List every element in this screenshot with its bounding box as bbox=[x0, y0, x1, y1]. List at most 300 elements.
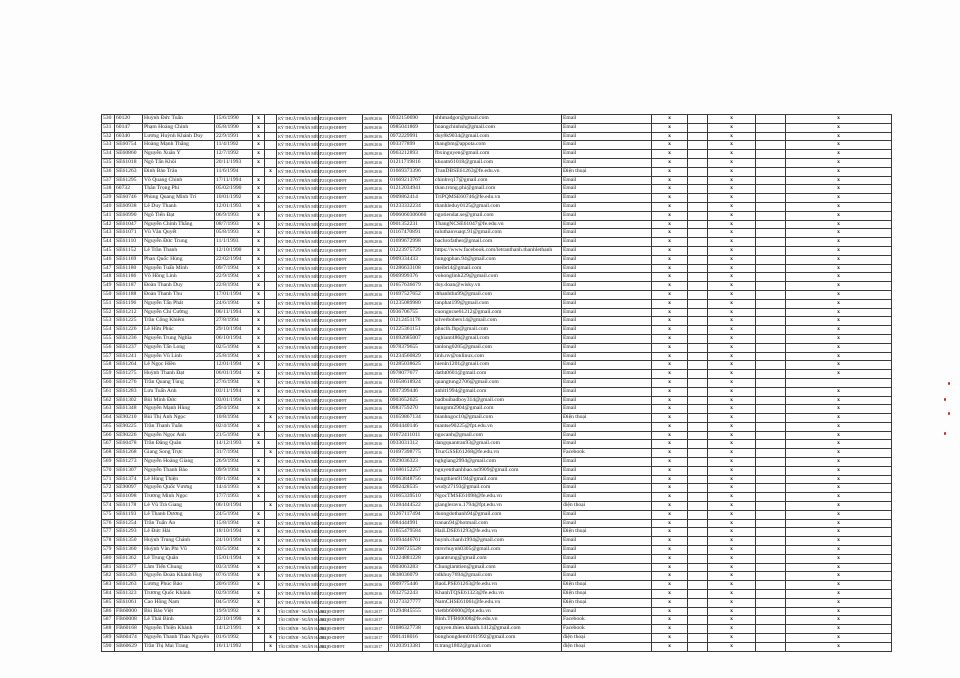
phone-number: 01686152257 bbox=[389, 466, 434, 475]
birth-date: 14/12/1991 bbox=[215, 625, 253, 634]
check-mark: x bbox=[708, 414, 756, 423]
check-mark: x bbox=[786, 123, 892, 132]
check-mark: x bbox=[786, 387, 892, 396]
check-mark bbox=[265, 405, 277, 414]
decision-number: 721/QĐ-DHFPT bbox=[319, 440, 363, 449]
check-mark bbox=[265, 352, 277, 361]
check-mark: x bbox=[253, 581, 265, 590]
check-mark: x bbox=[253, 370, 265, 379]
table-row bbox=[102, 255, 892, 264]
check-mark: x bbox=[652, 255, 688, 264]
decision-date: 26/09/2016 bbox=[363, 317, 389, 326]
check-mark: x bbox=[265, 642, 277, 651]
birth-date: 12/01/1994 bbox=[215, 361, 253, 370]
major: KỸ THUẬT PHẦN MỀM bbox=[277, 255, 319, 264]
major: KỸ THUẬT PHẦN MỀM bbox=[277, 563, 319, 572]
check-mark bbox=[688, 528, 708, 537]
check-mark: x bbox=[652, 158, 688, 167]
decision-date: 26/09/2016 bbox=[363, 167, 389, 176]
decision-number: 721/QĐ-DHFPT bbox=[319, 449, 363, 458]
check-mark: x bbox=[652, 396, 688, 405]
check-mark bbox=[265, 563, 277, 572]
decision-date: 26/09/2016 bbox=[363, 202, 389, 211]
check-mark: x bbox=[708, 334, 756, 343]
decision-date: 26/09/2016 bbox=[363, 493, 389, 502]
major: KỸ THUẬT PHẦN MỀM bbox=[277, 431, 319, 440]
check-mark bbox=[265, 396, 277, 405]
email-address: badbuibadboy314@gmail.com bbox=[434, 396, 562, 405]
contact-method: Email bbox=[562, 255, 652, 264]
decision-date: 26/09/2016 bbox=[363, 572, 389, 581]
check-mark bbox=[756, 554, 786, 563]
check-mark bbox=[688, 229, 708, 238]
check-mark: x bbox=[786, 440, 892, 449]
major: KỸ THUẬT PHẦN MỀM bbox=[277, 370, 319, 379]
check-mark: x bbox=[708, 598, 756, 607]
decision-number: 36/QĐ-DHFPT bbox=[319, 634, 363, 643]
student-name: Nguyễn Thanh Bảo bbox=[143, 466, 215, 475]
email-address: HaiLDSE61293@fe.edu.vn bbox=[434, 528, 562, 537]
student-name: Nguyễn Chí Cường bbox=[143, 308, 215, 317]
check-mark: x bbox=[786, 343, 892, 352]
check-mark: x bbox=[708, 607, 756, 616]
check-mark: x bbox=[652, 581, 688, 590]
check-mark bbox=[756, 475, 786, 484]
student-name: Huỳnh Văn Phi Vũ bbox=[143, 546, 215, 555]
decision-date: 26/09/2016 bbox=[363, 290, 389, 299]
birth-date: 05/8/1990 bbox=[215, 123, 253, 132]
student-id: SE61295 bbox=[115, 176, 143, 185]
major: TÀI CHÍNH - NGÂN HÀNG bbox=[277, 642, 319, 651]
table-row bbox=[102, 625, 892, 634]
check-mark: x bbox=[708, 405, 756, 414]
check-mark: x bbox=[652, 440, 688, 449]
check-mark: x bbox=[786, 334, 892, 343]
contact-method: Email bbox=[562, 361, 652, 370]
phone-number: 01672411011 bbox=[389, 431, 434, 440]
student-name: Nguyễn Vũ Linh bbox=[143, 352, 215, 361]
check-mark bbox=[688, 590, 708, 599]
check-mark: x bbox=[652, 238, 688, 247]
decision-date: 16/01/2017 bbox=[363, 634, 389, 643]
major: KỸ THUẬT PHẦN MỀM bbox=[277, 238, 319, 247]
contact-method: Email bbox=[562, 290, 652, 299]
student-name: Lê Thái Bình bbox=[143, 616, 215, 625]
birth-date: 08/7/1993 bbox=[215, 220, 253, 229]
student-id: SE61302 bbox=[115, 396, 143, 405]
check-mark: x bbox=[652, 493, 688, 502]
check-mark bbox=[265, 202, 277, 211]
student-roster-table bbox=[101, 114, 892, 652]
check-mark bbox=[265, 431, 277, 440]
check-mark bbox=[265, 273, 277, 282]
decision-date: 16/01/2017 bbox=[363, 642, 389, 651]
decision-date: 26/09/2016 bbox=[363, 387, 389, 396]
email-address: vietbb60000@fpt.edu.vn bbox=[434, 607, 562, 616]
student-name: Phan Quốc Hùng bbox=[143, 255, 215, 264]
check-mark: x bbox=[652, 528, 688, 537]
check-mark: x bbox=[652, 484, 688, 493]
check-mark: x bbox=[786, 634, 892, 643]
email-address: duongdothanh94@gmail.com bbox=[434, 510, 562, 519]
row-number: 585 bbox=[102, 598, 115, 607]
student-id: SE60860 bbox=[115, 150, 143, 159]
contact-method: Email bbox=[562, 493, 652, 502]
contact-method: Email bbox=[562, 378, 652, 387]
check-mark: x bbox=[652, 590, 688, 599]
student-id: SE61241 bbox=[115, 352, 143, 361]
row-number: 557 bbox=[102, 352, 115, 361]
student-name: Trương Minh Ngọc bbox=[143, 493, 215, 502]
student-id: SE61350 bbox=[115, 537, 143, 546]
check-mark: x bbox=[652, 370, 688, 379]
table-row bbox=[102, 431, 892, 440]
check-mark bbox=[265, 598, 277, 607]
major: KỸ THUẬT PHẦN MỀM bbox=[277, 466, 319, 475]
check-mark bbox=[253, 449, 265, 458]
check-mark bbox=[265, 581, 277, 590]
student-id: SE61018 bbox=[115, 158, 143, 167]
birth-date: 22/10/1990 bbox=[215, 616, 253, 625]
birth-date: 15/8/1994 bbox=[215, 519, 253, 528]
check-mark: x bbox=[652, 563, 688, 572]
student-name: Lưu Tuấn Anh bbox=[143, 387, 215, 396]
check-mark bbox=[265, 528, 277, 537]
check-mark bbox=[756, 229, 786, 238]
decision-date: 26/09/2016 bbox=[363, 246, 389, 255]
check-mark bbox=[756, 537, 786, 546]
major: TÀI CHÍNH - NGÂN HÀNG bbox=[277, 634, 319, 643]
contact-method: Điện thoại bbox=[562, 598, 652, 607]
student-name: Cao Hồng Nam bbox=[143, 598, 215, 607]
check-mark bbox=[756, 123, 786, 132]
check-mark: x bbox=[708, 220, 756, 229]
check-mark bbox=[265, 255, 277, 264]
email-address: datht0601@gmail.com bbox=[434, 370, 562, 379]
row-number: 584 bbox=[102, 590, 115, 599]
decision-number: 721/QĐ-DHFPT bbox=[319, 361, 363, 370]
birth-date: 02/4/1994 bbox=[215, 422, 253, 431]
row-number: 544 bbox=[102, 238, 115, 247]
check-mark: x bbox=[652, 387, 688, 396]
contact-method: Email bbox=[562, 308, 652, 317]
student-id: 60147 bbox=[115, 123, 143, 132]
check-mark: x bbox=[253, 466, 265, 475]
check-mark: x bbox=[786, 299, 892, 308]
birth-date: 02/5/1994 bbox=[215, 343, 253, 352]
decision-number: 721/QĐ-DHFPT bbox=[319, 211, 363, 220]
email-address: Chunglamtien@gmail.com bbox=[434, 563, 562, 572]
major: KỸ THUẬT PHẦN MỀM bbox=[277, 422, 319, 431]
phone-number: 01285038625 bbox=[389, 361, 434, 370]
row-number: 531 bbox=[102, 123, 115, 132]
decision-number: 721/QĐ-DHFPT bbox=[319, 141, 363, 150]
check-mark bbox=[756, 466, 786, 475]
row-number: 581 bbox=[102, 563, 115, 572]
check-mark: x bbox=[786, 176, 892, 185]
check-mark bbox=[756, 581, 786, 590]
roster-body bbox=[102, 115, 892, 652]
phone-number: 0909862414 bbox=[389, 194, 434, 203]
student-name: Nguyễn Ngọc Anh bbox=[143, 431, 215, 440]
row-number: 577 bbox=[102, 528, 115, 537]
phone-number: 01697398775 bbox=[389, 449, 434, 458]
decision-date: 26/09/2016 bbox=[363, 115, 389, 124]
birth-date: 17/01/1994 bbox=[215, 290, 253, 299]
birth-date: 27/8/1994 bbox=[215, 317, 253, 326]
email-address: hungnm2904@gmail.com bbox=[434, 405, 562, 414]
check-mark bbox=[688, 598, 708, 607]
major: KỸ THUẬT PHẦN MỀM bbox=[277, 396, 319, 405]
check-mark: x bbox=[708, 378, 756, 387]
table-row bbox=[102, 123, 892, 132]
check-mark: x bbox=[786, 510, 892, 519]
student-id: FB60000 bbox=[115, 607, 143, 616]
birth-date: 12/7/1992 bbox=[215, 150, 253, 159]
contact-method: Facebook bbox=[562, 449, 652, 458]
decision-number: 721/QĐ-DHFPT bbox=[319, 546, 363, 555]
student-name: Trần Đăng Quân bbox=[143, 440, 215, 449]
check-mark: x bbox=[253, 158, 265, 167]
contact-method: Email bbox=[562, 431, 652, 440]
student-name: Bùi Minh Đức bbox=[143, 396, 215, 405]
student-id: SE60754 bbox=[115, 141, 143, 150]
student-name: Trần Tuấn Ân bbox=[143, 519, 215, 528]
table-row bbox=[102, 502, 892, 511]
check-mark: x bbox=[253, 625, 265, 634]
check-mark bbox=[688, 475, 708, 484]
check-mark: x bbox=[253, 546, 265, 555]
row-number: 532 bbox=[102, 132, 115, 141]
email-address: vohonglinh229@gmail.com bbox=[434, 273, 562, 282]
major: KỸ THUẬT PHẦN MỀM bbox=[277, 493, 319, 502]
check-mark: x bbox=[253, 150, 265, 159]
phone-number: 01233332234 bbox=[389, 202, 434, 211]
decision-date: 26/09/2016 bbox=[363, 405, 389, 414]
check-mark: x bbox=[708, 194, 756, 203]
decision-number: 721/QĐ-DHFPT bbox=[319, 414, 363, 423]
birth-date: 06/10/1994 bbox=[215, 334, 253, 343]
phone-number: 01658618924 bbox=[389, 378, 434, 387]
major: KỸ THUẬT PHẦN MỀM bbox=[277, 414, 319, 423]
birth-date: 24/6/1994 bbox=[215, 299, 253, 308]
check-mark: x bbox=[253, 510, 265, 519]
student-id: SE61071 bbox=[115, 229, 143, 238]
check-mark: x bbox=[253, 431, 265, 440]
check-mark bbox=[253, 502, 265, 511]
decision-date: 26/09/2016 bbox=[363, 282, 389, 291]
decision-date: 16/01/2017 bbox=[363, 616, 389, 625]
check-mark: x bbox=[708, 299, 756, 308]
phone-number: 0933031312 bbox=[389, 440, 434, 449]
student-id: SE61276 bbox=[115, 378, 143, 387]
student-id: SE60938 bbox=[115, 202, 143, 211]
birth-date: 22/9/1994 bbox=[215, 273, 253, 282]
email-address: BaoLPSE61263@fe.edu.vn bbox=[434, 581, 562, 590]
check-mark bbox=[756, 299, 786, 308]
major: KỸ THUẬT PHẦN MỀM bbox=[277, 590, 319, 599]
check-mark: x bbox=[708, 150, 756, 159]
row-number: 578 bbox=[102, 537, 115, 546]
decision-number: 721/QĐ-DHFPT bbox=[319, 158, 363, 167]
check-mark bbox=[265, 572, 277, 581]
row-number: 562 bbox=[102, 396, 115, 405]
check-mark: x bbox=[253, 458, 265, 467]
contact-method: Email bbox=[562, 563, 652, 572]
check-mark: x bbox=[652, 607, 688, 616]
check-mark: x bbox=[708, 123, 756, 132]
check-mark bbox=[688, 361, 708, 370]
check-mark bbox=[756, 572, 786, 581]
email-address: tuantse90225@fpt.edu.vn bbox=[434, 422, 562, 431]
decision-number: 721/QĐ-DHFPT bbox=[319, 572, 363, 581]
check-mark: x bbox=[708, 616, 756, 625]
major: KỸ THUẬT PHẦN MỀM bbox=[277, 290, 319, 299]
student-name: Nguyễn Chính Thắng bbox=[143, 220, 215, 229]
major: KỸ THUẬT PHẦN MỀM bbox=[277, 246, 319, 255]
check-mark: x bbox=[786, 246, 892, 255]
phone-number: 01663848756 bbox=[389, 475, 434, 484]
check-mark: x bbox=[253, 334, 265, 343]
check-mark: x bbox=[253, 194, 265, 203]
check-mark: x bbox=[708, 115, 756, 124]
decision-number: 721/QĐ-DHFPT bbox=[319, 537, 363, 546]
check-mark bbox=[688, 176, 708, 185]
email-address: huynh.chanh1994@gmail.com bbox=[434, 537, 562, 546]
decision-date: 26/09/2016 bbox=[363, 431, 389, 440]
phone-number: 0932150690 bbox=[389, 115, 434, 124]
decision-number: 721/QĐ-DHFPT bbox=[319, 519, 363, 528]
decision-date: 26/09/2016 bbox=[363, 132, 389, 141]
birth-date: 03/3/1994 bbox=[215, 563, 253, 572]
check-mark bbox=[688, 634, 708, 643]
check-mark: x bbox=[652, 185, 688, 194]
check-mark: x bbox=[786, 554, 892, 563]
major: KỸ THUẬT PHẦN MỀM bbox=[277, 299, 319, 308]
decision-date: 26/09/2016 bbox=[363, 185, 389, 194]
contact-method: Email bbox=[562, 158, 652, 167]
contact-method: Email bbox=[562, 282, 652, 291]
student-id: SE61225 bbox=[115, 317, 143, 326]
check-mark: x bbox=[708, 625, 756, 634]
check-mark: x bbox=[786, 537, 892, 546]
email-address: Binh.TFB60008@fe.edu.vn bbox=[434, 616, 562, 625]
check-mark: x bbox=[708, 502, 756, 511]
student-id: SE60478 bbox=[115, 440, 143, 449]
student-name: Nguyễn Tấn Long bbox=[143, 343, 215, 352]
decision-number: 721/QĐ-DHFPT bbox=[319, 132, 363, 141]
row-number: 539 bbox=[102, 194, 115, 203]
check-mark bbox=[756, 642, 786, 651]
row-number: 550 bbox=[102, 290, 115, 299]
student-id: SE60990 bbox=[115, 211, 143, 220]
table-row bbox=[102, 475, 892, 484]
decision-date: 26/09/2016 bbox=[363, 238, 389, 247]
check-mark bbox=[265, 264, 277, 273]
table-row bbox=[102, 449, 892, 458]
contact-method: Facebook bbox=[562, 625, 652, 634]
student-name: Trần Quang Tùng bbox=[143, 378, 215, 387]
student-id: SE61293 bbox=[115, 528, 143, 537]
major: KỸ THUẬT PHẦN MỀM bbox=[277, 352, 319, 361]
phone-number: 01284444522 bbox=[389, 502, 434, 511]
birth-date: 10/8/1994 bbox=[215, 414, 253, 423]
birth-date: 01/6/1992 bbox=[215, 634, 253, 643]
table-row bbox=[102, 290, 892, 299]
phone-number: 01657636679 bbox=[389, 282, 434, 291]
check-mark: x bbox=[253, 528, 265, 537]
check-mark bbox=[265, 590, 277, 599]
decision-date: 26/09/2016 bbox=[363, 158, 389, 167]
contact-method: Email bbox=[562, 370, 652, 379]
check-mark: x bbox=[253, 590, 265, 599]
check-mark: x bbox=[786, 290, 892, 299]
phone-number: 01203913381 bbox=[389, 642, 434, 651]
check-mark: x bbox=[708, 590, 756, 599]
check-mark: x bbox=[786, 229, 892, 238]
check-mark: x bbox=[708, 510, 756, 519]
student-name: Đoàn Thanh Duy bbox=[143, 282, 215, 291]
major: KỸ THUẬT PHẦN MỀM bbox=[277, 572, 319, 581]
check-mark bbox=[253, 642, 265, 651]
contact-method: Email bbox=[562, 202, 652, 211]
table-row bbox=[102, 194, 892, 203]
check-mark: x bbox=[652, 229, 688, 238]
check-mark bbox=[688, 581, 708, 590]
major: KỸ THUẬT PHẦN MỀM bbox=[277, 141, 319, 150]
major: KỸ THUẬT PHẦN MỀM bbox=[277, 475, 319, 484]
check-mark bbox=[265, 422, 277, 431]
check-mark: x bbox=[786, 598, 892, 607]
student-name: Nguyễn Trung Nghĩa bbox=[143, 334, 215, 343]
student-name: Nguyễn Thanh Thảo Nguyên bbox=[143, 634, 215, 643]
check-mark: x bbox=[786, 431, 892, 440]
student-id: SE90226 bbox=[115, 431, 143, 440]
decision-number: 721/QĐ-DHFPT bbox=[319, 150, 363, 159]
birth-date: 24/10/1994 bbox=[215, 537, 253, 546]
check-mark bbox=[265, 123, 277, 132]
major: KỸ THUẬT PHẦN MỀM bbox=[277, 449, 319, 458]
table-row bbox=[102, 326, 892, 335]
birth-date: 12/01/1993 bbox=[215, 202, 253, 211]
decision-number: 721/QĐ-DHFPT bbox=[319, 264, 363, 273]
decision-number: 721/QĐ-DHFPT bbox=[319, 317, 363, 326]
decision-number: 721/QĐ-DHFPT bbox=[319, 202, 363, 211]
check-mark bbox=[688, 484, 708, 493]
phone-number: 01697527652 bbox=[389, 290, 434, 299]
check-mark bbox=[265, 466, 277, 475]
birth-date: 26/9/1994 bbox=[215, 458, 253, 467]
check-mark bbox=[756, 115, 786, 124]
student-name: Nguyễn Mạnh Hùng bbox=[143, 405, 215, 414]
check-mark: x bbox=[708, 246, 756, 255]
birth-date: 06/9/1993 bbox=[215, 211, 253, 220]
contact-method: Email bbox=[562, 405, 652, 414]
decision-number: 721/QĐ-DHFPT bbox=[319, 246, 363, 255]
check-mark bbox=[265, 238, 277, 247]
contact-method: Email bbox=[562, 572, 652, 581]
check-mark bbox=[688, 625, 708, 634]
contact-method: Email bbox=[562, 273, 652, 282]
major: KỸ THUẬT PHẦN MỀM bbox=[277, 115, 319, 124]
phone-number: 01267117494 bbox=[389, 510, 434, 519]
contact-method: Email bbox=[562, 422, 652, 431]
contact-method: Điện thoại bbox=[562, 167, 652, 176]
birth-date: 18/10/1994 bbox=[215, 528, 253, 537]
check-mark: x bbox=[708, 202, 756, 211]
decision-date: 26/09/2016 bbox=[363, 299, 389, 308]
table-row bbox=[102, 370, 892, 379]
